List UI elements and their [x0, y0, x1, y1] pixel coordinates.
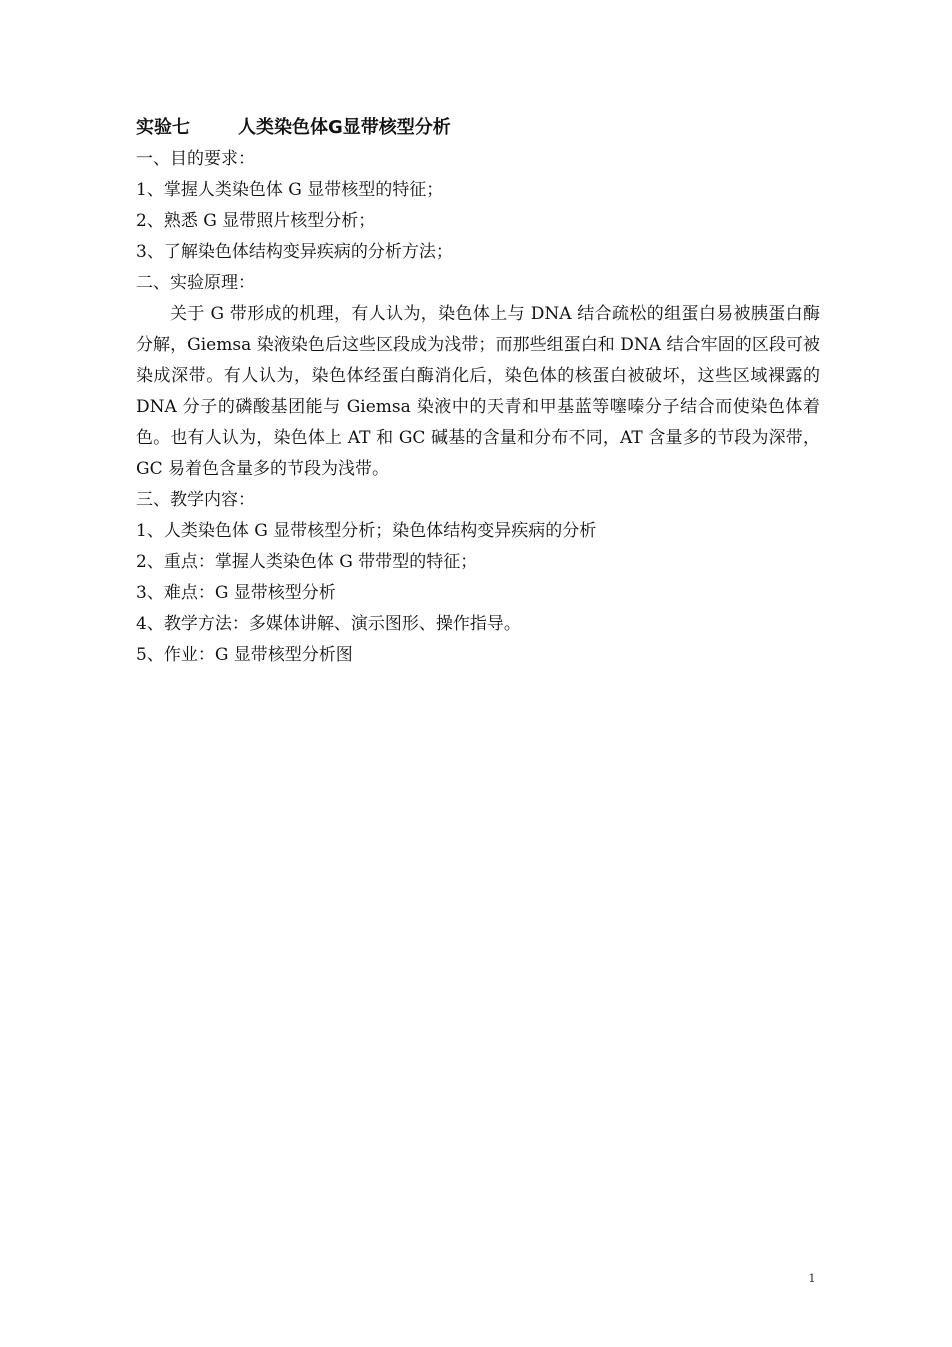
section-heading-teaching-content: 三、教学内容：: [136, 490, 255, 510]
section-heading-principle: 二、实验原理：: [136, 273, 255, 293]
page-title: [136, 114, 820, 144]
teaching-item: 4、教学方法：多媒体讲解、演示图形、操作指导。: [136, 614, 521, 634]
section-heading-objectives: 一、目的要求：: [136, 149, 255, 169]
teaching-item: 1、人类染色体 G 显带核型分析；染色体结构变异疾病的分析: [136, 521, 597, 541]
objective-item: 2、熟悉 G 显带照片核型分析；: [136, 211, 376, 231]
principle-paragraph: 关于 G 带形成的机理，有人认为，染色体上与 DNA 结合疏松的组蛋白易被胰蛋白酶分解，Giemsa 染液染色后这些区段成为浅带；而那些组蛋白和 DNA 结合牢固的区段可被染成深带。有人认为，染色体经蛋白酶消化后，染色体的核蛋白被破坏，这些区域裸露的 DNA 分子的磷酸基团能与 Giemsa 染液中的天青和甲基蓝等噻嗪分子结合而使染色体着色。也有人认为，染色体上 AT 和 GC 碱基的含量和分布不同，AT 含量多的节段为深带，GC 易着色含量多的节段为浅带。: [136, 304, 820, 479]
objective-item: 3、了解染色体结构变异疾病的分析方法；: [136, 242, 453, 262]
teaching-item: 2、重点：掌握人类染色体 G 带带型的特征；: [136, 552, 478, 572]
title-text: 人类染色体G显带核型分析: [238, 117, 451, 138]
title-number: 实验七: [136, 117, 190, 138]
document-body: [136, 114, 820, 671]
objective-item: 1、掌握人类染色体 G 显带核型的特征；: [136, 180, 444, 200]
page-number: 1: [808, 1272, 816, 1285]
teaching-item: 5、作业：G 显带核型分析图: [136, 645, 353, 665]
teaching-item: 3、难点：G 显带核型分析: [136, 583, 336, 603]
